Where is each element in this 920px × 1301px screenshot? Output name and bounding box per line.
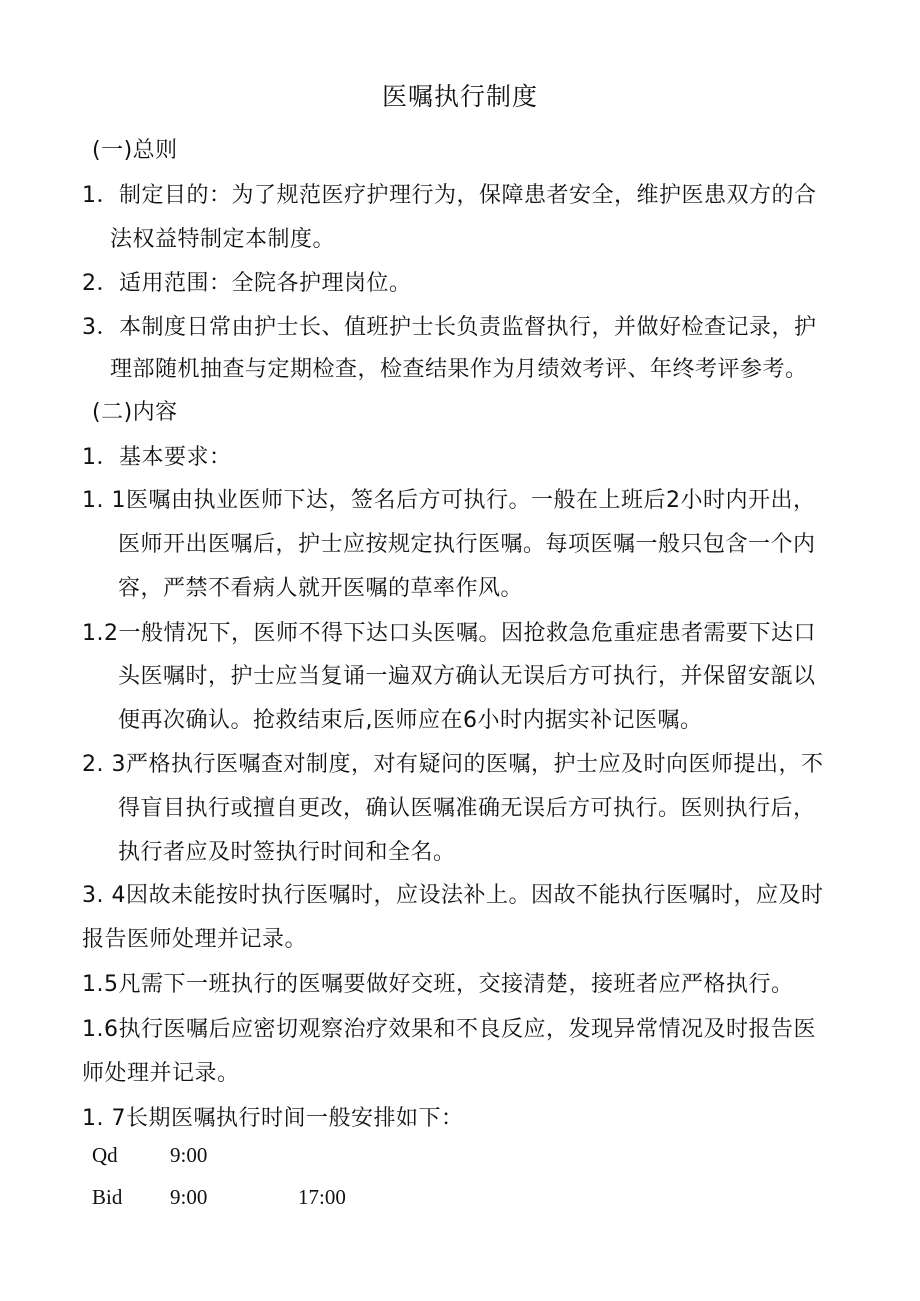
paragraph-line: 便再次确认。抢救结束后,医师应在6小时内据实补记医嘱。 [118, 708, 703, 733]
paragraph-line: 头医嘱时，护士应当复诵一遍双方确认无误后方可执行，并保留安瓿以 [118, 664, 816, 689]
paragraph-line: 2. 3严格执行医嘱查对制度，对有疑问的医嘱，护士应及时向医师提出，不 [82, 752, 824, 777]
paragraph-line: 1.6执行医嘱后应密切观察治疗效果和不良反应，发现异常情况及时报告医 [82, 1017, 816, 1042]
paragraph-line: 1．制定目的：为了规范医疗护理行为，保障患者安全，维护医患双方的合 [82, 183, 817, 208]
paragraph-line: 3. 4因故未能按时执行医嘱时，应设法补上。因故不能执行医嘱时，应及时 [82, 883, 824, 908]
paragraph-line: 得盲目执行或擅自更改，确认医嘱准确无误后方可执行。医则执行后， [118, 796, 816, 821]
section-heading-content: (二)内容 [92, 400, 178, 425]
paragraph-line: 报告医师处理并记录。 [82, 927, 308, 952]
paragraph-line: 1.2一般情况下，医师不得下达口头医嘱。因抢救急危重症患者需要下达口 [82, 621, 816, 646]
paragraph-line: 1. 7长期医嘱执行时间一般安排如下： [82, 1106, 464, 1131]
paragraph-line: 执行者应及时签执行时间和全名。 [118, 840, 456, 865]
paragraph-line: 师处理并记录。 [82, 1061, 240, 1086]
paragraph-line: 容，严禁不看病人就开医嘱的草率作风。 [118, 576, 524, 601]
paragraph-line: 1．基本要求： [82, 445, 232, 470]
schedule-time: 9:00 [170, 1185, 208, 1209]
paragraph-line: 1.5凡需下一班执行的医嘱要做好交班，交接清楚，接班者应严格执行。 [82, 972, 794, 997]
paragraph-line: 理部随机抽查与定期检查，检查结果作为月绩效考评、年终考评参考。 [110, 357, 808, 382]
paragraph-line: 3．本制度日常由护士长、值班护士长负责监督执行，并做好检查记录，护 [82, 315, 817, 340]
paragraph-line: 2．适用范围：全院各护理岗位。 [82, 271, 412, 296]
paragraph-line: 法权益特制定本制度。 [110, 227, 336, 252]
document-title: 医嘱执行制度 [381, 82, 538, 111]
paragraph-line: 1. 1医嘱由执业医师下达，签名后方可执行。一般在上班后2小时内开出， [82, 488, 816, 513]
section-heading-general: (一)总则 [92, 138, 178, 163]
paragraph-line: 医师开出医嘱后，护士应按规定执行医嘱。每项医嘱一般只包含一个内 [118, 532, 816, 557]
schedule-time: 9:00 [170, 1143, 208, 1167]
schedule-code: Bid [92, 1185, 123, 1209]
schedule-code: Qd [92, 1143, 118, 1167]
schedule-time: 17:00 [298, 1185, 346, 1209]
